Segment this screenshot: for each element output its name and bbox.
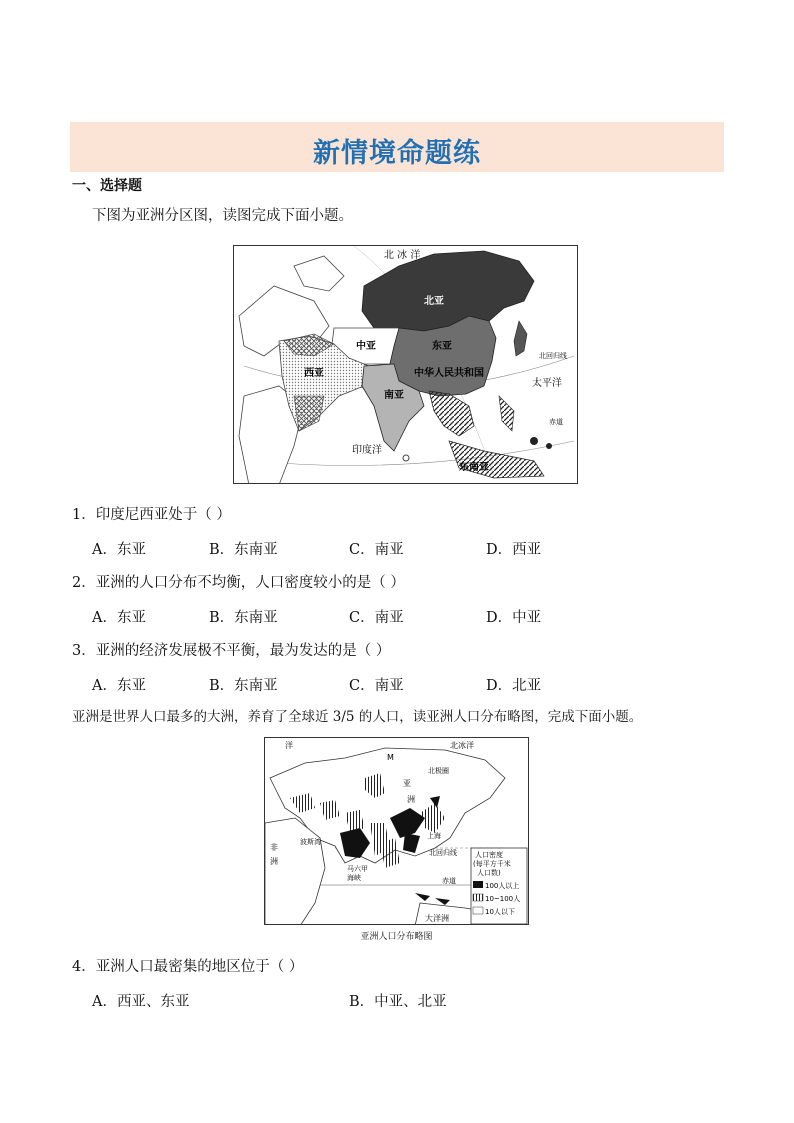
map2-label-m: M [387,753,394,762]
legend-low: 10人以下 [485,908,515,916]
q1-option-b[interactable]: B．东南亚 [209,542,278,558]
asia-regions-map [233,245,578,484]
map2-label-malacca2: 海峡 [347,874,361,882]
section-heading: 一、选择题 [72,178,142,194]
question-1: 1．印度尼西亚处于（ ） [72,507,231,523]
q3-option-c[interactable]: C．南亚 [349,678,404,694]
q1-option-d[interactable]: D．西亚 [486,542,542,558]
question-4: 4．亚洲人口最密集的地区位于（ ） [72,959,304,975]
map2-label-tropic: 北回归线 [429,849,457,857]
question-2: 2．亚洲的人口分布不均衡，人口密度较小的是（ ） [72,575,405,591]
map2-label-shanghai: 上海 [427,832,441,840]
map2-caption: 亚洲人口分布略图 [360,932,433,942]
legend-swatch-low [473,907,483,914]
label-pacific: 太平洋 [532,378,562,389]
map2-label-oceania: 大洋洲 [425,914,449,923]
north-asia-region [362,251,534,331]
title-banner [70,122,724,172]
label-west-asia: 西亚 [304,368,324,379]
legend-swatch-high [473,881,483,888]
q2-option-b[interactable]: B．东南亚 [209,610,278,626]
label-south-asia: 南亚 [384,390,404,401]
q4-option-a[interactable]: A．西亚、东亚 [92,994,190,1010]
legend-mid: 10~100人 [485,895,521,903]
q1-option-c[interactable]: C．南亚 [349,542,404,558]
page-title: 新情境命题练 [313,138,481,169]
label-north-asia: 北亚 [424,296,444,307]
intro-text: 下图为亚洲分区图，读图完成下面小题。 [92,208,353,224]
map2-label-africa2: 洲 [270,857,278,866]
map2-label-persian-gulf: 波斯湾 [300,838,321,846]
label-southeast-asia: 东南亚 [459,462,489,473]
label-china: 中华人民共和国 [414,368,484,379]
question-3: 3．亚洲的经济发展极不平衡，最为发达的是（ ） [72,643,391,659]
label-east-asia: 东亚 [432,341,452,352]
population-legend [471,848,527,924]
label-central-asia: 中亚 [356,341,376,352]
q2-option-a[interactable]: A．东亚 [92,610,146,626]
map2-label-arctic-circle: 北极圈 [428,767,449,775]
label-tropic: 北回归线 [539,352,567,360]
q4-option-b[interactable]: B．中亚、北亚 [349,994,447,1010]
label-equator: 赤道 [549,418,563,426]
label-arctic: 北 冰 洋 [384,250,421,261]
map2-label-equator: 赤道 [442,877,456,885]
passage-text: 亚洲是世界人口最多的大洲，养育了全球近 3/5 的人口，读亚洲人口分布略图，完成下面小题。 [72,709,643,725]
map2-label-malacca1: 马六甲 [347,865,368,873]
q3-option-b[interactable]: B．东南亚 [209,678,278,694]
q2-option-d[interactable]: D．中亚 [486,610,542,626]
map2-label-asia2: 洲 [407,795,415,804]
legend-title-3: 人口数) [477,869,501,877]
map2-label-ocean: 洋 [285,741,293,750]
legend-title-2: (每平方千米 [473,860,511,868]
legend-high: 100人以上 [485,882,520,890]
map2-label-africa1: 非 [270,843,278,852]
q1-option-a[interactable]: A．东亚 [92,542,146,558]
map2-label-arctic: 北冰洋 [450,741,474,750]
q2-option-c[interactable]: C．南亚 [349,610,404,626]
label-indian-ocean: 印度洋 [352,445,382,456]
asia-population-map [264,737,529,925]
legend-swatch-mid [473,894,483,901]
q3-option-a[interactable]: A．东亚 [92,678,146,694]
q3-option-d[interactable]: D．北亚 [486,678,542,694]
legend-title-1: 人口密度 [475,851,503,859]
map2-label-asia1: 亚 [403,779,411,788]
